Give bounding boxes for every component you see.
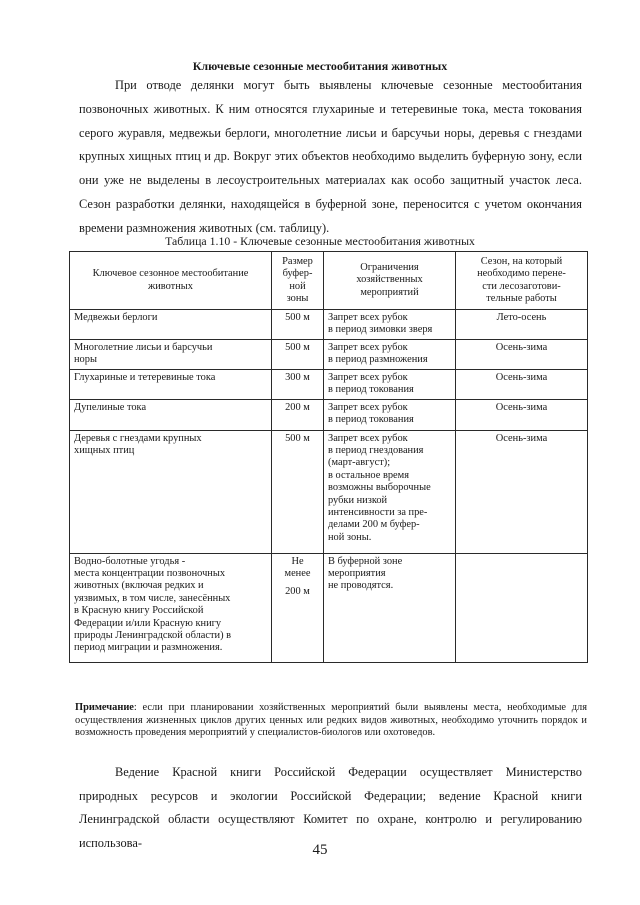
habitat-cell: Деревья с гнездами крупных хищных птиц [70, 430, 272, 553]
habitat-cell: Глухариные и тетеревиные тока [70, 369, 272, 399]
table-header-row [70, 252, 588, 310]
section-heading: Ключевые сезонные местообитания животных [192, 59, 448, 73]
season-cell: Лето-осень [456, 310, 588, 340]
restrictions-cell: Запрет всех рубок в период гнездования (март-август); в остальное время возможны выборочные рубки низкой интенсивности за пре- делами 200 м буфер- ной зоны. [324, 430, 456, 553]
habitat-cell: Дупелиные тока [70, 399, 272, 430]
buffer-size-cell: Не менее 200 м [272, 553, 324, 662]
header-size: Размер буфер- ной зоны [272, 252, 324, 310]
table-row [70, 430, 588, 553]
buffer-size-cell: 500 м [272, 430, 324, 553]
table-row [70, 553, 588, 662]
table-row [70, 310, 588, 340]
habitat-table [69, 251, 588, 663]
restrictions-cell: Запрет всех рубок в период зимовки зверя [324, 310, 456, 340]
restrictions-cell: Запрет всех рубок в период размножения [324, 339, 456, 369]
habitat-cell: Водно-болотные угодья - места концентрации позвоночных животных (включая редких и уязвимых, в том числе, занесённых в Красную книгу Российской Федерации и/или Красную книгу природы Ленинградской области) в период миграции и размножения. [70, 553, 272, 662]
page-number: 45 [312, 842, 328, 858]
intro-paragraph: При отводе делянки могут быть выявлены ключевые сезонные местообитания позвоночных животных. К ним относятся глухариные и тетеревиные тока, места токования серого журавля, медвежьи берлоги, многолетние лисьи и барсучьи норы, деревья с гнездами крупных хищных птиц и др. Вокруг этих объектов необходимо выделить буферную зону, если они уже не выделены в лесоустроительных материалах как особо защитный участок леса. Сезон разработки делянки, находящейся в буферной зоне, переносится с учетом окончания времени размножения животных (см. таблицу). [79, 78, 582, 235]
restrictions-cell: В буферной зоне мероприятия не проводятся. [324, 553, 456, 662]
buffer-size-cell: 500 м [272, 339, 324, 369]
note-text: : если при планировании хозяйственных мероприятий были выявлены места, необходимые для осуществления жизненных циклов других ценных или редких видов животных, необходимо уточнить порядок и возможность проведения мероприятий у специалистов-биологов или охотоведов. [75, 702, 587, 739]
header-season: Сезон, на который необходимо перене- сти лесозаготови- тельные работы [456, 252, 588, 310]
season-cell: Осень-зима [456, 369, 588, 399]
table-note [75, 702, 587, 740]
table-row [70, 369, 588, 399]
habitat-cell: Многолетние лисьи и барсучьи норы [70, 339, 272, 369]
restrictions-cell: Запрет всех рубок в период токования [324, 399, 456, 430]
season-cell: Осень-зима [456, 430, 588, 553]
closing-paragraph: Ведение Красной книги Российской Федерации осуществляет Министерство природных ресурсов и экологии Российской Федерации; ведение Красной книги Ленинградской области осуществляют Комитет по охране, контролю и регулированию использова- [79, 765, 582, 850]
restrictions-cell: Запрет всех рубок в период токования [324, 369, 456, 399]
header-habitat: Ключевое сезонное местообитание животных [70, 252, 272, 310]
season-cell: Осень-зима [456, 339, 588, 369]
buffer-size-cell: 500 м [272, 310, 324, 340]
season-cell: Осень-зима [456, 399, 588, 430]
table-row [70, 339, 588, 369]
buffer-size-cell: 300 м [272, 369, 324, 399]
habitat-cell: Медвежьи берлоги [70, 310, 272, 340]
header-restrictions: Ограничения хозяйственных мероприятий [324, 252, 456, 310]
season-cell [456, 553, 588, 662]
table-row [70, 399, 588, 430]
buffer-size-cell: 200 м [272, 399, 324, 430]
table-caption: Таблица 1.10 - Ключевые сезонные местообитания животных [165, 234, 475, 248]
note-label: Примечание [75, 702, 134, 713]
